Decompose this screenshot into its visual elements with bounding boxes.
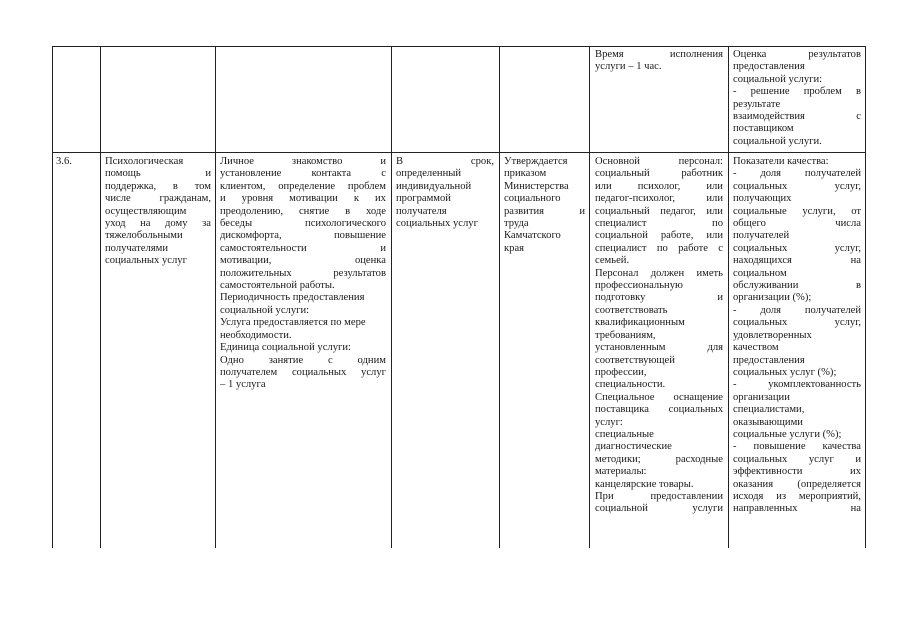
text-line: предоставления — [733, 61, 805, 73]
text-line: канцелярские товары. — [595, 478, 694, 490]
text-line: предоставления — [733, 354, 805, 366]
text-line: уход на дому за — [105, 218, 211, 230]
text-line: Оценка результатов — [733, 49, 861, 60]
text-line: поставщиком — [733, 123, 794, 135]
text-line: социальной услуги. — [733, 135, 822, 147]
service-conditions-cell — [595, 156, 723, 516]
text-line: результате — [733, 98, 781, 110]
text-line: удовлетворенных — [733, 329, 812, 341]
text-line: организации (%); — [733, 292, 812, 304]
row-number: 3.6. — [56, 156, 72, 167]
text-line: установленным для — [595, 342, 723, 354]
text-line: получателем социальных услуг — [220, 366, 386, 378]
text-line: обслуживании в — [733, 280, 861, 292]
text-line: программой — [396, 193, 451, 205]
text-line: Единица социальной услуги: — [220, 342, 351, 354]
text-line: получателями — [105, 242, 169, 254]
text-line: социальных услуг и — [733, 453, 861, 465]
text-line: самостоятельности и — [220, 242, 386, 254]
text-line: получателей — [733, 230, 790, 242]
quality-indicators-cell — [733, 156, 861, 516]
text-line: соответствующей — [595, 354, 675, 366]
service-term-cell — [396, 156, 494, 230]
text-line: развития и — [504, 205, 585, 217]
text-line: - укомплектованность — [733, 379, 861, 391]
text-line: - доля получателей — [733, 304, 861, 316]
text-line: организации — [733, 391, 790, 403]
text-line: положительных результатов — [220, 267, 386, 279]
text-line: поставщика социальных — [595, 404, 723, 416]
text-line: Личное знакомство и — [220, 156, 386, 167]
execution-time-cell — [595, 49, 723, 74]
column-divider — [589, 46, 590, 548]
text-line: методики; расходные — [595, 453, 723, 465]
text-line: самостоятельной работы. — [220, 280, 335, 292]
text-line: требованиям, — [595, 329, 656, 341]
text-line: – 1 услуга — [220, 379, 266, 391]
text-line: оказания (определяется — [733, 478, 861, 490]
text-line: специальности. — [595, 379, 666, 391]
text-line: При предоставлении — [595, 490, 723, 502]
text-line: профессии, — [595, 366, 647, 378]
text-line: клиентом, определение проблем — [220, 180, 386, 192]
text-line: специалистами, — [733, 404, 805, 416]
text-line: находящихся на — [733, 255, 861, 267]
text-line: социальном — [733, 267, 787, 279]
text-line: Услуга предоставляется по мере — [220, 317, 366, 329]
text-line: необходимости. — [220, 329, 292, 341]
text-line: социальных услуг, — [733, 317, 861, 329]
text-line: социальных услуг, — [733, 242, 861, 254]
text-line: взаимодействия с — [733, 111, 861, 123]
text-line: социальных услуг — [105, 255, 187, 267]
result-evaluation-cell — [733, 49, 861, 148]
text-line: - решение проблем в — [733, 86, 861, 98]
text-line: Периодичность предоставления — [220, 292, 365, 304]
text-line: социальной услуги: — [733, 73, 823, 85]
text-line: Персонал должен иметь — [595, 267, 723, 279]
text-line: Камчатского — [504, 230, 561, 242]
text-line: труда — [504, 218, 529, 230]
text-line: социальный работник — [595, 168, 723, 180]
text-line: - повышение качества — [733, 441, 861, 453]
text-line: - доля получателей — [733, 168, 861, 180]
table-border-right — [865, 46, 866, 548]
text-line: эффективности их — [733, 466, 861, 478]
text-line: подготовку и — [595, 292, 723, 304]
text-line: числе гражданам, — [105, 193, 211, 205]
text-line: семьей. — [595, 255, 630, 267]
text-line: соответствовать — [595, 304, 668, 316]
text-line: социальной работе, или — [595, 230, 723, 242]
text-line: специалист по работе с — [595, 242, 723, 254]
text-line: В срок, — [396, 156, 494, 167]
text-line: индивидуальной — [396, 180, 472, 192]
text-line: диагностические — [595, 441, 672, 453]
text-line: профессиональную — [595, 280, 683, 292]
text-line: тяжелобольными — [105, 230, 183, 242]
text-line: исходя из мероприятий, — [733, 490, 861, 502]
text-line: социальной услуги: — [220, 304, 310, 316]
text-line: материалы: — [595, 466, 647, 478]
text-line: Утверждается — [504, 156, 568, 167]
text-line: Основной персонал: — [595, 156, 723, 167]
text-line: беседы психологического — [220, 218, 386, 230]
text-line: Специальное оснащение — [595, 391, 723, 403]
text-line: мотивации, оценка — [220, 255, 386, 267]
text-line: педагог-психолог, или — [595, 193, 723, 205]
text-line: Показатели качества: — [733, 156, 829, 167]
text-line: социальные услуги, от — [733, 205, 861, 217]
column-divider — [499, 46, 500, 548]
text-line: услуг: — [595, 416, 623, 428]
table-border-top — [52, 46, 866, 47]
text-line: Министерства — [504, 180, 569, 192]
text-line: направленных на — [733, 503, 861, 515]
text-line: Одно занятие с одним — [220, 354, 386, 366]
text-line: социальные услуги (%); — [733, 428, 842, 440]
text-line: оказывающими — [733, 416, 803, 428]
text-line: приказом — [504, 168, 547, 180]
row-divider — [52, 152, 866, 153]
text-line: социальных услуг, — [733, 180, 861, 192]
text-line: или психолог, или — [595, 180, 723, 192]
text-line: качеством — [733, 342, 779, 354]
text-line: осуществляющим — [105, 205, 187, 217]
text-line: Психологическая — [105, 156, 184, 167]
text-line: получающих — [733, 193, 792, 205]
text-line: специальные — [595, 428, 654, 440]
text-line: определенный — [396, 168, 462, 180]
text-line: помощь и — [105, 168, 211, 180]
text-line: и уровня мотивации к их — [220, 193, 386, 205]
text-line: социальной услуги — [595, 503, 723, 515]
text-line: получателя — [396, 205, 447, 217]
text-line: социальных услуг — [396, 218, 478, 230]
text-line: социального — [504, 193, 561, 205]
text-line: общего числа — [733, 218, 861, 230]
text-line: специалист по — [595, 218, 723, 230]
service-cost-cell — [504, 156, 585, 255]
text-line: социальный педагог, или — [595, 205, 723, 217]
text-line: преодолению, снятие в ходе — [220, 205, 386, 217]
column-divider — [100, 46, 101, 548]
column-divider — [728, 46, 729, 548]
table-border-left — [52, 46, 53, 548]
text-line: установление контакта с — [220, 168, 386, 180]
text-line: края — [504, 242, 525, 254]
text-line: услуги – 1 час. — [595, 61, 662, 73]
service-name-cell — [105, 156, 211, 268]
text-line: Время исполнения — [595, 49, 723, 60]
text-line: квалификационным — [595, 317, 685, 329]
text-line: поддержка, в том — [105, 180, 211, 192]
column-divider — [391, 46, 392, 548]
column-divider — [215, 46, 216, 548]
text-line: социальных услуг (%); — [733, 366, 837, 378]
service-description-cell — [220, 156, 386, 392]
text-line: дискомфорта, повышение — [220, 230, 386, 242]
